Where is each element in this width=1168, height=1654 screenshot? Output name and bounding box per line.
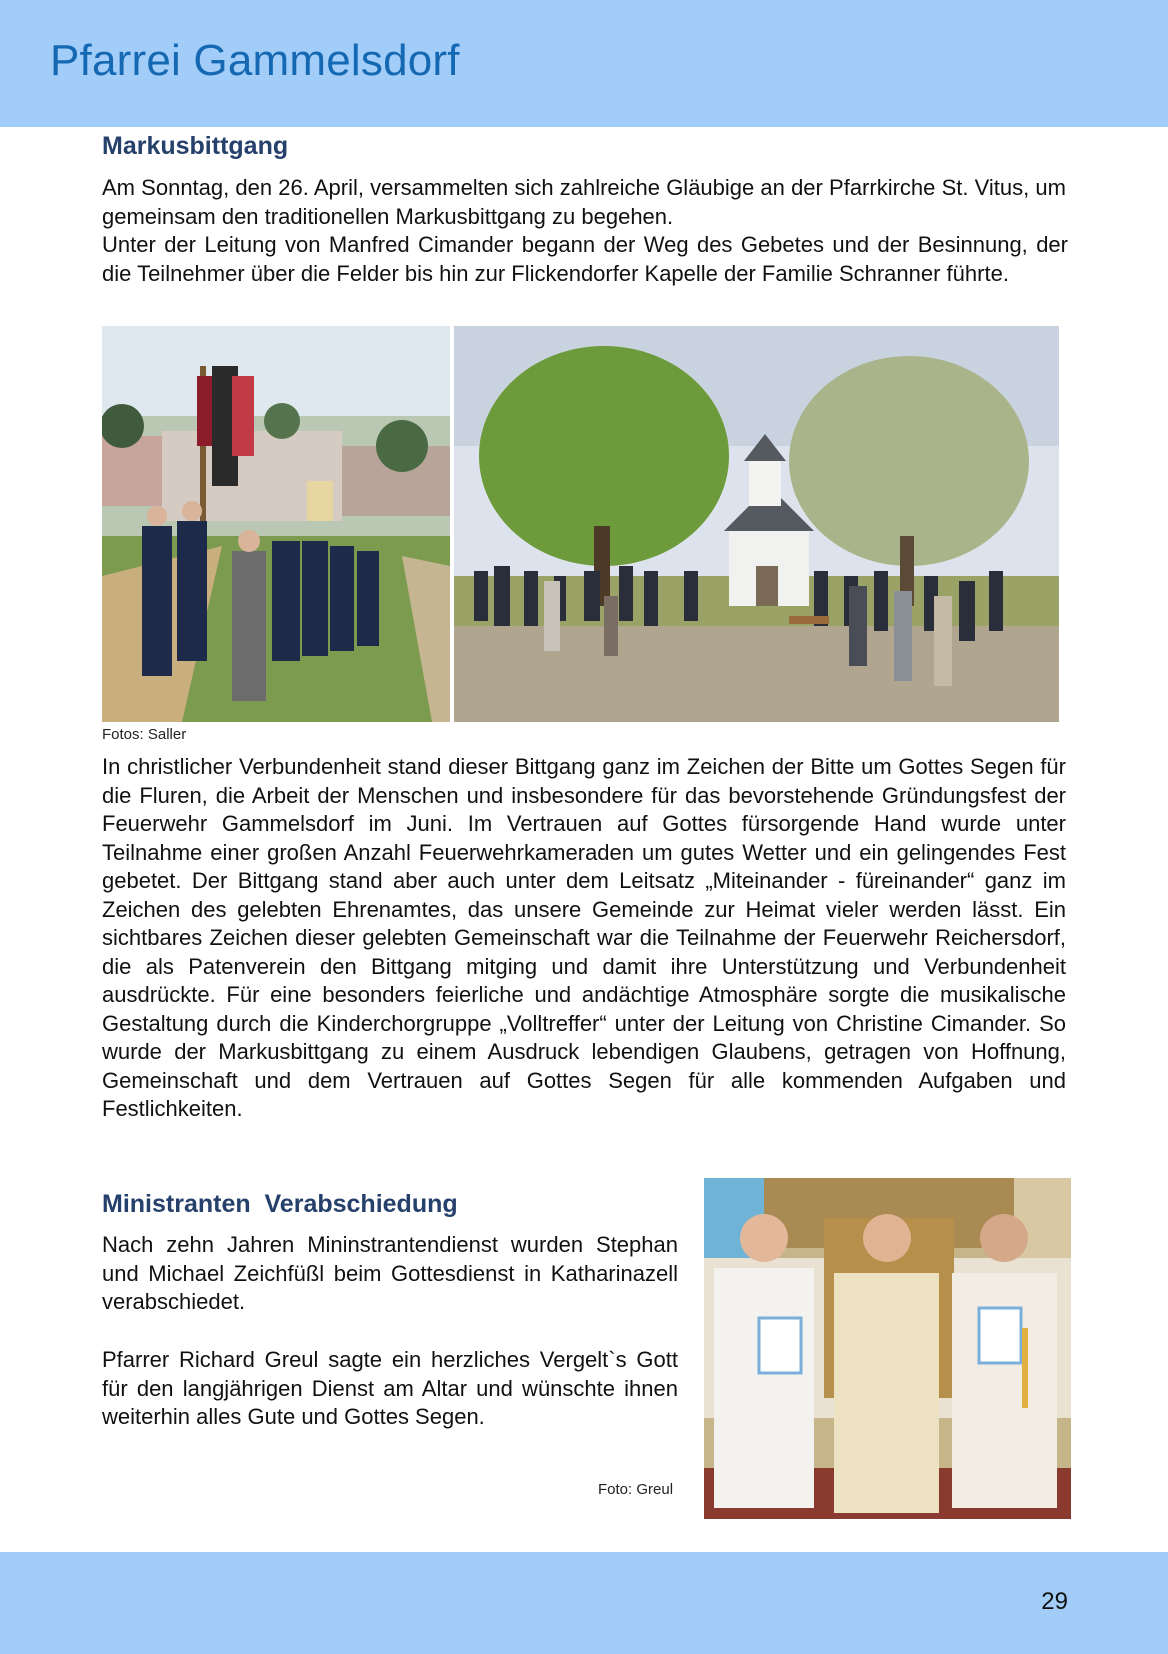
paragraph-ministranten-farewell: Nach zehn Jahren Mininstrantendienst wurden Stephan und Michael Zeichfüßl beim Gottesdienst in Katharinazell verabschiedet. bbox=[102, 1232, 678, 1314]
photo-altar-servers bbox=[704, 1178, 1071, 1519]
section-heading-ministranten: Ministranten Verabschiedung bbox=[102, 1190, 458, 1218]
paragraph-main-text: In christlicher Verbundenheit stand dieser Bittgang ganz im Zeichen der Bitte um Gottes Segen für die Fluren, die Arbeit der Menschen und insbesondere für das bevorstehende Gründungsfest der Feuerwehr Gammelsdorf im Juni. Im Vertrauen auf Gottes fürsorgende Hand wurde unter Teilnahme einer großen Anzahl Feuerwehrkameraden um gutes Wetter und ein gelingendes Fest gebetet. Der Bittgang stand aber auch unter dem Leitsatz „Miteinander - füreinander“ ganz im Zeichen des gelebten Ehrenamtes, das unsere Gemeinde zur Heimat vieler werden lässt. Ein sichtbares Zeichen dieser gelebten Gemeinschaft war die Teilnahme der Feuerwehr Reichersdorf, die als Patenverein den Bittgang mitging und damit ihre Unterstützung und Verbundenheit ausdrückte. Für eine besonders feierliche und andächtige Atmosphäre sorgte die musikalische Gestaltung durch die Kinderchorgruppe „Volltreffer“ unter der Leitung von Christine Cimander. So wurde der Markusbittgang zu einem Ausdruck lebendigen Glaubens, getragen von Hoffnung, Gemeinschaft und dem Vertrauen auf Gottes Segen für alle kommenden Aufgaben und Festlichkeiten. bbox=[102, 754, 1066, 1121]
photo-chapel-gathering bbox=[454, 326, 1059, 722]
header-band bbox=[0, 0, 1168, 127]
section-heading-markusbittgang: Markusbittgang bbox=[102, 132, 289, 160]
photo-procession bbox=[102, 326, 450, 722]
photo-caption-greul: Foto: Greul bbox=[598, 1481, 674, 1498]
page-title: Pfarrei Gammelsdorf bbox=[50, 36, 460, 85]
page-number: 29 bbox=[1041, 1588, 1068, 1615]
paragraph-ministranten-thanks: Pfarrer Richard Greul sagte ein herzliches Vergelt`s Gott für den langjährigen Dienst am Altar und wünschte ihnen weiterhin alles Gute und Gottes Segen. bbox=[102, 1347, 678, 1429]
photo-caption-saller: Fotos: Saller bbox=[102, 726, 187, 743]
footer-band bbox=[0, 1552, 1168, 1654]
paragraph-intro: Am Sonntag, den 26. April, versammelten sich zahlreiche Gläubige an der Pfarrkirche St. Vitus, um gemeinsam den traditionellen Markusbittgang zu begehen. bbox=[102, 175, 1066, 229]
paragraph-route: Unter der Leitung von Manfred Cimander begann der Weg des Gebetes und der Besinnung, der die Teilnehmer über die Felder bis hin zur Flickendorfer Kapelle der Familie Schranner führte. bbox=[102, 232, 1068, 286]
